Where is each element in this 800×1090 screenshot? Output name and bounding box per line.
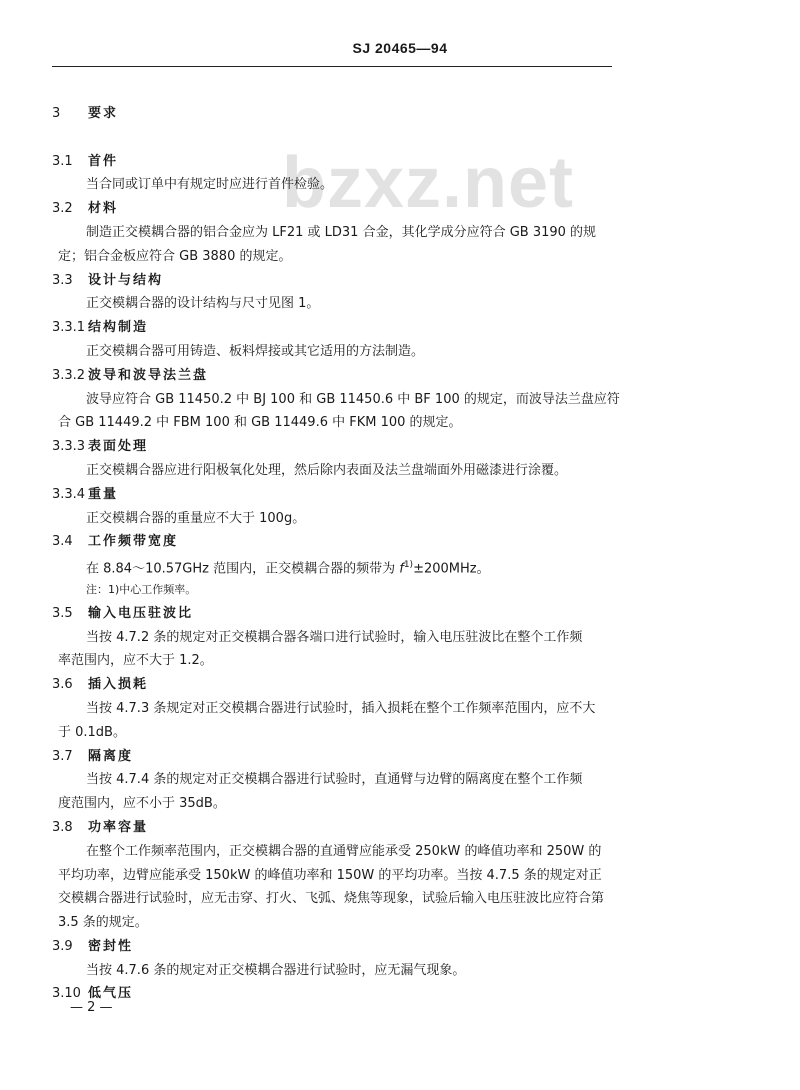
paragraph: 当按 4.7.6 条的规定对正交模耦合器进行试验时，应无漏气现象。 <box>86 962 466 978</box>
paragraph: 在整个工作频率范围内，正交模耦合器的直通臂应能承受 250kW 的峰值功率和 250W 的 <box>86 843 602 859</box>
page-number: — 2 — <box>70 1000 113 1015</box>
section-3-heading <box>52 102 622 126</box>
section-number: 3.3.4 <box>52 486 86 502</box>
paragraph: 波导应符合 GB 11450.2 中 BJ 100 和 GB 11450.6 中 BF 100 的规定，而波导法兰盘应符 <box>86 391 620 407</box>
section-3-3-4-heading <box>52 483 622 507</box>
section-title: 低气压 <box>88 986 134 1002</box>
section-title: 要求 <box>88 106 119 121</box>
section-3-9-heading <box>52 935 622 959</box>
paragraph: 正交模耦合器的设计结构与尺寸见图 1。 <box>86 296 320 312</box>
section-title: 输入电压驻波比 <box>88 605 194 621</box>
paragraph-continuation: 3.5 条的规定。 <box>58 915 148 931</box>
section-number: 3.8 <box>52 819 73 835</box>
section-title: 密封性 <box>88 938 134 954</box>
document-body <box>52 102 622 1006</box>
section-3-8-heading <box>52 816 622 840</box>
section-number: 3.6 <box>52 677 73 693</box>
footnote-marker: 1) <box>403 560 414 571</box>
paragraph-continuation: 平均功率，边臂应能承受 150kW 的峰值功率和 150W 的平均功率。当按 4.7.5 条的规定对正 <box>58 867 602 883</box>
section-title: 材料 <box>88 201 119 217</box>
section-number: 3.3.2 <box>52 367 86 383</box>
paragraph-continuation: 于 0.1dB。 <box>58 724 126 740</box>
standard-code-header: SJ 20465—94 <box>352 40 448 56</box>
section-number: 3.1 <box>52 153 73 169</box>
footnote: 注：1)中心工作频率。 <box>86 582 197 596</box>
spacer <box>52 126 622 150</box>
section-number: 3.10 <box>52 986 81 1002</box>
paragraph: 正交模耦合器应进行阳极氧化处理，然后除内表面及法兰盘端面外用磁漆进行涂覆。 <box>86 462 568 478</box>
paragraph-continuation: 率范围内，应不大于 1.2。 <box>58 653 213 669</box>
paragraph-continuation: 定；铝合金板应符合 GB 3880 的规定。 <box>58 248 292 264</box>
watermark: bzxz.net <box>282 143 575 223</box>
section-title: 隔离度 <box>88 748 134 764</box>
text-run: 在 8.84～10.57GHz 范围内，正交模耦合器的频带为 <box>86 561 400 577</box>
section-3-3-3-heading <box>52 435 622 459</box>
frequency-symbol: f <box>399 561 404 577</box>
header-rule <box>52 66 612 67</box>
section-title: 工作频带宽度 <box>88 534 179 550</box>
section-3-10-heading <box>52 982 622 1006</box>
section-number: 3 <box>52 106 61 121</box>
section-3-7-heading <box>52 745 622 769</box>
paragraph <box>52 554 622 578</box>
paragraph: 当按 4.7.2 条的规定对正交模耦合器各端口进行试验时，输入电压驻波比在整个工作频 <box>86 629 583 645</box>
section-3-3-heading <box>52 269 622 293</box>
section-3-4-heading <box>52 530 622 554</box>
section-title: 首件 <box>88 153 119 169</box>
section-3-2-heading <box>52 197 622 221</box>
section-3-3-2-heading <box>52 364 622 388</box>
paragraph: 当按 4.7.4 条的规定对正交模耦合器进行试验时，直通臂与边臂的隔离度在整个工作频 <box>86 772 583 788</box>
section-title: 重量 <box>88 486 119 502</box>
section-number: 3.3.3 <box>52 439 86 455</box>
paragraph-continuation: 交模耦合器进行试验时，应无击穿、打火、飞弧、烧焦等现象，试验后输入电压驻波比应符合第 <box>58 891 605 907</box>
section-number: 3.3 <box>52 272 73 288</box>
paragraph: 当按 4.7.3 条规定对正交模耦合器进行试验时，插入损耗在整个工作频率范围内，应不大 <box>86 700 596 716</box>
section-number: 3.5 <box>52 605 73 621</box>
section-3-3-1-heading <box>52 316 622 340</box>
section-title: 插入损耗 <box>88 677 149 693</box>
section-number: 3.3.1 <box>52 320 86 336</box>
section-title: 表面处理 <box>88 439 149 455</box>
text-run: ±200MHz。 <box>413 561 490 577</box>
section-number: 3.4 <box>52 534 73 550</box>
section-3-1-heading <box>52 150 622 174</box>
section-number: 3.2 <box>52 201 73 217</box>
section-number: 3.7 <box>52 748 73 764</box>
section-number: 3.9 <box>52 938 73 954</box>
paragraph: 当合同或订单中有规定时应进行首件检验。 <box>86 177 334 193</box>
paragraph-continuation: 合 GB 11449.2 中 FBM 100 和 GB 11449.6 中 FKM 100 的规定。 <box>58 415 462 431</box>
section-3-5-heading <box>52 602 622 626</box>
section-title: 功率容量 <box>88 819 149 835</box>
paragraph: 正交模耦合器的重量应不大于 100g。 <box>86 510 306 526</box>
paragraph: 制造正交模耦合器的铝合金应为 LF21 或 LD31 合金，其化学成分应符合 GB 3190 的规 <box>86 224 597 240</box>
paragraph-continuation: 度范围内，应不小于 35dB。 <box>58 796 226 812</box>
paragraph: 正交模耦合器可用铸造、板料焊接或其它适用的方法制造。 <box>86 343 425 359</box>
section-3-6-heading <box>52 673 622 697</box>
section-title: 设计与结构 <box>88 272 164 288</box>
section-title: 结构制造 <box>88 320 149 336</box>
section-title: 波导和波导法兰盘 <box>88 367 209 383</box>
